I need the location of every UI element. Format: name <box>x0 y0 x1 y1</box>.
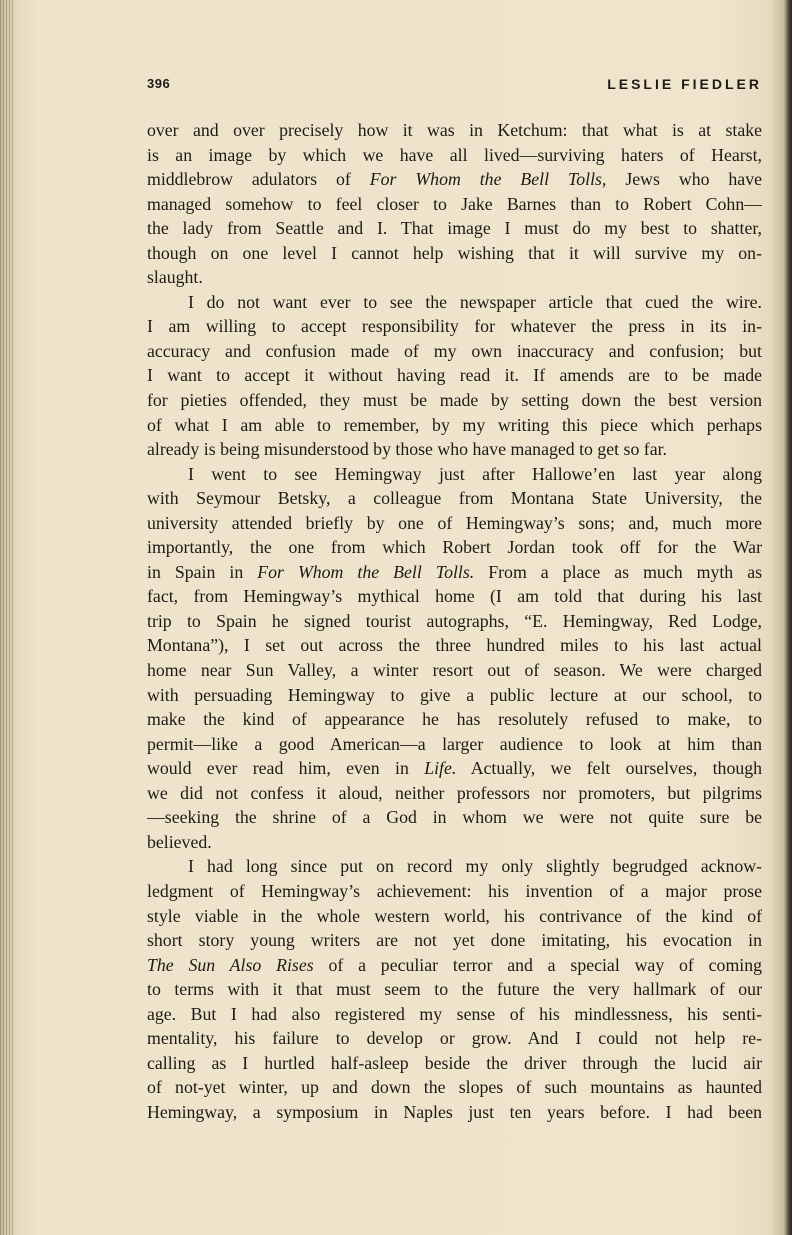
text-line: importantly, the one from which Robert Jordan took off for the War <box>147 537 762 558</box>
text-line: is an image by which we have all lived—surviving haters of Hearst, <box>147 144 762 165</box>
text-line: to terms with it that must seem to the future the very hallmark of our <box>147 979 762 1000</box>
text-line: the lady from Seattle and I. That image I must do my best to shatter, <box>147 218 762 239</box>
text-line: over and over precisely how it was in Ketchum: that what is at stake <box>147 120 762 140</box>
text-line <box>147 953 762 978</box>
text-line: trip to Spain he signed tourist autographs, “E. Hemingway, Red Lodge, <box>147 610 762 631</box>
text-segment: From a place as much myth as <box>474 561 762 582</box>
text-line: university attended briefly by one of Hemingway’s sons; and, much more <box>147 512 762 533</box>
text-line: permit—like a good American—a larger audience to look at him than <box>147 733 762 754</box>
text-line: though on one level I cannot help wishing that it will survive my on- <box>147 242 762 263</box>
text-line: with Seymour Betsky, a colleague from Montana State University, the <box>147 488 762 509</box>
book-gutter <box>0 0 14 1235</box>
text-line: I want to accept it without having read it. If amends are to be made <box>147 365 762 386</box>
text-line: I had long since put on record my only slightly begrudged acknow- <box>188 856 762 877</box>
text-line: accuracy and confusion made of my own inaccuracy and confusion; but <box>147 340 762 361</box>
text-segment: would ever read him, even in <box>147 758 425 779</box>
text-line: —seeking the shrine of a God in whom we were not quite sure be <box>147 807 762 828</box>
text-line: short story young writers are not yet done imitating, his evocation in <box>147 930 762 951</box>
text-segment: Actually, we felt ourselves, though <box>456 758 762 779</box>
text-line: Hemingway, a symposium in Naples just ten years before. I had been <box>147 1101 762 1122</box>
text-line: make the kind of appearance he has resolutely refused to make, to <box>147 709 762 730</box>
text-line: age. But I had also registered my sense of his mindlessness, his senti- <box>147 1003 762 1024</box>
text-segment: of a peculiar terror and a special way of coming <box>313 954 762 975</box>
italic-title: Life. <box>424 758 457 779</box>
text-line: managed somehow to feel closer to Jake Barnes than to Robert Cohn— <box>147 193 762 214</box>
text-line: mentality, his failure to develop or grow. And I could not help re- <box>147 1028 762 1049</box>
text-line: I do not want ever to see the newspaper article that cued the wire. <box>188 291 762 312</box>
text-segment: in Spain in <box>147 561 258 582</box>
text-line: of not-yet winter, up and down the slopes of such mountains as haunted <box>147 1077 762 1098</box>
italic-title: For Whom the Bell Tolls, <box>369 169 607 190</box>
body-text <box>147 118 762 1124</box>
text-segment: Jews who have <box>606 169 762 190</box>
text-line <box>147 167 762 192</box>
text-line: with persuading Hemingway to give a public lecture at our school, to <box>147 684 762 705</box>
text-line: slaught. <box>147 267 203 288</box>
text-line <box>147 756 762 781</box>
page-header <box>147 76 762 98</box>
text-segment: middlebrow adulators of <box>147 169 370 190</box>
text-line: of what I am able to remember, by my writing this piece which perhaps <box>147 414 762 435</box>
page-number: 396 <box>147 76 171 91</box>
text-line: fact, from Hemingway’s mythical home (I am told that during his last <box>147 586 762 607</box>
italic-title: For Whom the Bell Tolls. <box>257 561 475 582</box>
text-line: believed. <box>147 831 212 852</box>
text-line <box>147 560 762 585</box>
italic-title: The Sun Also Rises <box>147 954 314 975</box>
text-line: ledgment of Hemingway’s achievement: his invention of a major prose <box>147 880 762 901</box>
text-line: home near Sun Valley, a winter resort out of season. We were charged <box>147 660 762 681</box>
text-line: Montana”), I set out across the three hundred miles to his last actual <box>147 635 762 656</box>
text-line: for pieties offended, they must be made by setting down the best version <box>147 390 762 411</box>
text-line: we did not confess it aloud, neither professors nor promoters, but pilgrims <box>147 782 762 803</box>
text-line: already is being misunderstood by those who have managed to get so far. <box>147 439 667 460</box>
text-line: I went to see Hemingway just after Hallowe’en last year along <box>188 463 762 484</box>
running-head: LESLIE FIEDLER <box>607 76 762 92</box>
text-line: I am willing to accept responsibility for whatever the press in its in- <box>147 316 762 337</box>
text-line: style viable in the whole western world, his contrivance of the kind of <box>147 905 762 926</box>
text-line: calling as I hurtled half-asleep beside the driver through the lucid air <box>147 1052 762 1073</box>
